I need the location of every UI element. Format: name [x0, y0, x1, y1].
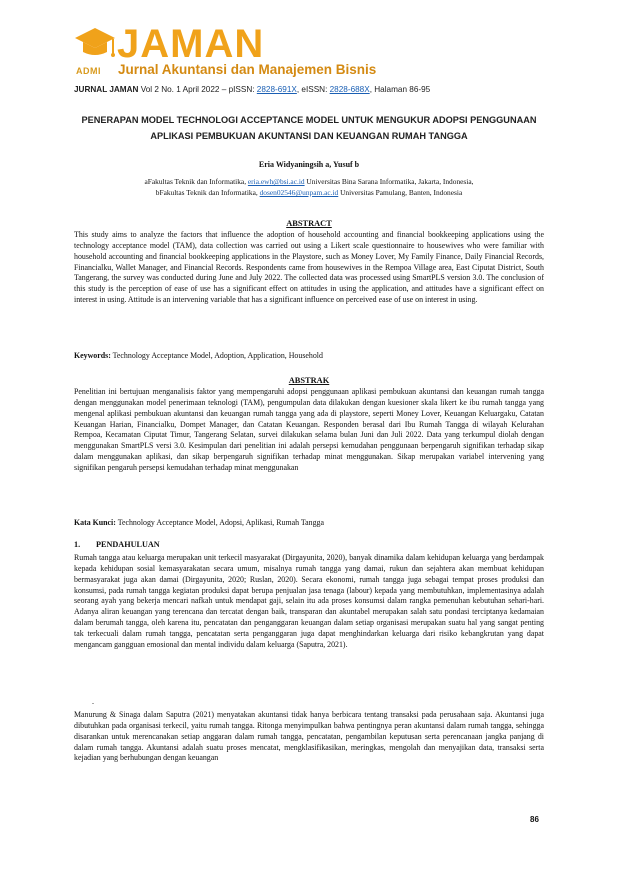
affiliation-a-university: Universitas Bina Sarana Informatika, Jakarta, Indonesia, — [304, 177, 474, 186]
abstract-heading: ABSTRACT — [286, 219, 332, 228]
stray-dot: . — [92, 697, 94, 706]
eissn-label: , eISSN: — [296, 85, 330, 94]
intro-paragraph-2: Manurung & Sinaga dalam Saputra (2021) menyatakan akuntansi tidak hanya berbicara tentang transaksi pada perusahaan saja. Akuntansi juga dibutuhkan pada organisasi terkecil, yaitu rumah tangga. Ritonga menyimpulkan bahwa pentingnya peran akuntansi dalam rumah tangga, sehingga disarankan untuk merencanakan setiap anggaran dalam rumah tangga, pencatatan, pengambilan keputusan serta perencanaan jangka panjang di dalam rumah tangga. Akuntansi adalah suatu proses mencatat, mengklasifikasikan, meringkas, mengolah dan menyajikan data, transaksi serta kejadian yang berhubungan dengan keuangan — [74, 710, 544, 763]
keywords-text: Technology Acceptance Model, Adoption, Application, Household — [110, 351, 323, 360]
abstrak-body: Penelitian ini bertujuan menganalisis faktor yang mempengaruhi adopsi penggunaan aplikasi pembukuan akuntansi dan keuangan rumah tangga dengan menggunakan model penerimaan teknologi (TAM), pengumpulan data dilakukan dengan kuesioner skala likert ke ibu rumah tangga yang mengenal aplikasi pembukuan akuntansi dan keuangan rumah tangga yang ada di playstore, seperti Money Lover, Keuangan Keluargaku, Catatan Keuangan Harian, Financialku, Dompet Manager, dan Catatan Keuangan. Responden berasal dari Ibu Rumah Tangga di wilayah Kelurahan Rempoa, Kecamatan Ciputat Timur, Tangerang Selatan, survei dilakukan selama bulan Juni dan Juli 2022. Data yang terkumpul diolah dengan menggunakan SmartPLS versi 3.0. Kesimpulan dari penelitian ini adalah persepsi kemudahan penggunaan berpengaruh signifikan terhadap sikap dalam menggunakan aplikasi, dan sikap berpengaruh signifikan terhadap minat menggunakan. Sikap merupakan variabel intervening yang signifikan pengaruh persepsi kemudahan terhadap minat menggunakan — [74, 387, 544, 472]
paper-title: PENERAPAN MODEL TECHNOLOGI ACCEPTANCE MODEL UNTUK MENGUKUR ADOPSI PENGGUNAAN APLIKASI PEMBUKUAN AKUNTANSI DAN KEUANGAN RUMAH TANGGA — [81, 115, 537, 141]
page-number: 86 — [530, 815, 539, 824]
section-title: PENDAHULUAN — [96, 540, 160, 549]
logo-admi-text: ADMI — [76, 66, 101, 76]
journal-name: JURNAL JAMAN — [74, 85, 139, 94]
pissn-link[interactable]: 2828-691X — [256, 85, 297, 94]
section-heading — [74, 540, 160, 549]
abstract-body: This study aims to analyze the factors that influence the adoption of household accounting and financial bookkeeping applications using the technology acceptance model (TAM), data collection was carried out using a Likert scale questionnaire to housewives who were familiar with household accounting and financial bookkeeping applications in the Playstore, such as Money Lover, My Family Finance, Daily Financial Records, Financialku, Wallet Manager, and Financial Records. Respondents came from housewives in the Rempoa Village area, East Ciputat District, South Tangerang, the survey was conducted during June and July 2022. The collected data was processed using SmartPLS version 3.0. The conclusion of this study is the perception of ease of use has a significant effect on attitudes in using the application, and attitudes have a significant effect on interest in using. Attitude is an intervening variable that has a significant influence on perceived ease of use on interest in using. — [74, 230, 544, 305]
affiliation-b — [74, 188, 544, 197]
email-link-b[interactable]: dosen02546@unpam.ac.id — [259, 188, 339, 197]
keywords-label: Keywords: — [74, 351, 111, 360]
abstrak-keywords — [74, 518, 544, 527]
journal-logo — [73, 22, 543, 82]
graduation-cap-icon — [73, 24, 117, 64]
kata-kunci-label: Kata Kunci: — [74, 518, 116, 527]
section-number: 1. — [74, 540, 81, 549]
affiliation-b-text: bFakultas Teknik dan Informatika, — [155, 188, 260, 197]
authors: Eria Widyaningsih a, Yusuf b — [258, 160, 360, 169]
kata-kunci-text: Technology Acceptance Model, Adopsi, Aplikasi, Rumah Tangga — [115, 518, 324, 527]
logo-subtitle: Jurnal Akuntansi dan Manajemen Bisnis — [118, 62, 377, 77]
intro-paragraph-1: Rumah tangga atau keluarga merupakan unit terkecil masyarakat (Dirgayunita, 2020), banyak dinamika dalam kehidupan keluarga yang berdampak kepada kehidupan sosial kemasyarakatan secara umum, misalnya rumah tangga yang damai, rukun dan sejahtera akan membuat kehidupan bermasyarakat juga akan damai (Dirgayunita, 2020; Ruslan, 2020). Secara ekonomi, rumah tangga juga sebagai tempat proses produksi dan konsumsi, pada rumah tangga kegiatan produksi dapat berupa penjualan jasa tenaga (labour) kepada yang membutuhkan, implementasinya adalah seorang ayah yang bekerja mencari nafkah untuk mendapat gaji, selain itu ada proses konsumsi dalam rangka pemenuhan kebutuhan sehari-hari. Adanya aliran keuangan yang terencana dan tercatat dengan baik, transparan dan akuntabel merupakan salah satu pondasi terciptanya kedamaian dalam berumah tangga, oleh karena itu, pencatatan dan penganggaran keuangan dalam setiap organisasi merupakan suatu hal yang sangat penting tak terkecuali dalam rumah tangga, pencatatan serta penganggaran juga dapat menghindarkan keluarga dari risiko kebangkrutan yang dapat mengancam gangguan emosional dan mental individu dalam keluarga (Saputra, 2021). — [74, 553, 544, 649]
abstract-keywords — [74, 351, 544, 360]
eissn-link[interactable]: 2828-688X — [329, 85, 370, 94]
logo-wordmark: JAMAN — [117, 22, 265, 66]
affiliation-a-text: aFakultas Teknik dan Informatika, — [144, 177, 248, 186]
affiliation-b-university: Universitas Pamulang, Banten, Indonesia — [338, 188, 463, 197]
affiliation-a — [74, 177, 544, 186]
journal-volume-info: Vol 2 No. 1 April 2022 – pISSN: — [138, 85, 257, 94]
page-range: , Halaman 86-95 — [369, 85, 431, 94]
journal-info-line — [74, 85, 430, 94]
email-link-a[interactable]: eria.ewh@bsi.ac.id — [247, 177, 305, 186]
abstrak-heading: ABSTRAK — [288, 376, 330, 385]
